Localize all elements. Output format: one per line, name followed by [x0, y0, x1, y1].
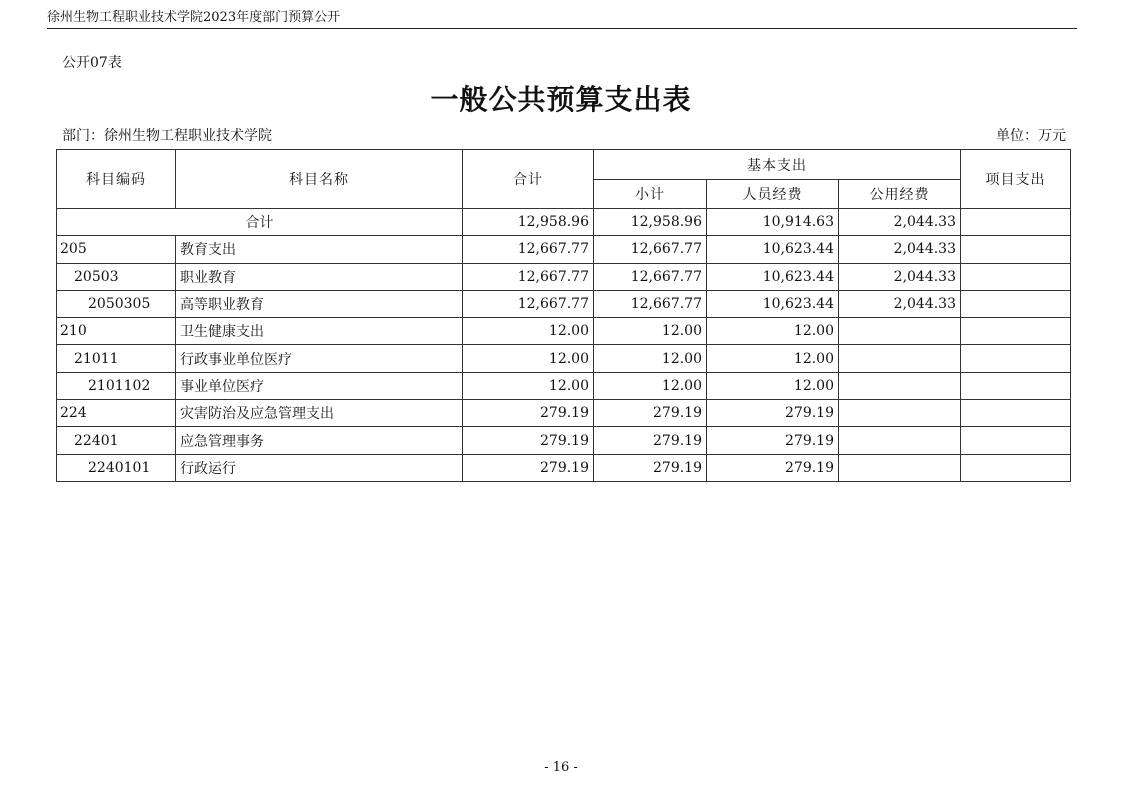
personnel-cell: 10,623.44 [707, 263, 839, 290]
table-row [57, 454, 1071, 481]
personnel-cell: 279.19 [707, 427, 839, 454]
header-personnel: 人员经费 [707, 180, 839, 209]
total-label: 合计 [57, 209, 463, 236]
table-row [57, 236, 1071, 263]
project-cell [961, 290, 1071, 317]
personnel-cell: 12.00 [707, 345, 839, 372]
personnel-cell: 10,623.44 [707, 236, 839, 263]
code-cell: 2101102 [57, 372, 176, 399]
subtotal-cell: 12,667.77 [594, 236, 707, 263]
code-cell: 224 [57, 400, 176, 427]
total-cell: 12,958.96 [463, 209, 594, 236]
header-name: 科目名称 [176, 150, 463, 209]
header-subtotal: 小计 [594, 180, 707, 209]
total-cell: 279.19 [463, 454, 594, 481]
subtotal-cell: 12.00 [594, 345, 707, 372]
header-project: 项目支出 [961, 150, 1071, 209]
code-cell: 2240101 [57, 454, 176, 481]
public-cell [839, 400, 961, 427]
header-total: 合计 [463, 150, 594, 209]
total-cell: 12.00 [463, 372, 594, 399]
code-cell: 205 [57, 236, 176, 263]
running-header: 徐州生物工程职业技术学院2023年度部门预算公开 [47, 10, 341, 25]
table-number: 公开07表 [62, 55, 122, 71]
budget-table [56, 149, 1071, 482]
name-cell: 事业单位医疗 [176, 372, 463, 399]
public-cell: 2,044.33 [839, 209, 961, 236]
code-cell: 20503 [57, 263, 176, 290]
total-cell: 12,667.77 [463, 236, 594, 263]
project-cell [961, 209, 1071, 236]
project-cell [961, 318, 1071, 345]
personnel-cell: 279.19 [707, 400, 839, 427]
subtotal-cell: 279.19 [594, 400, 707, 427]
subtotal-cell: 279.19 [594, 427, 707, 454]
total-cell: 279.19 [463, 427, 594, 454]
name-cell: 行政运行 [176, 454, 463, 481]
table-row [57, 318, 1071, 345]
total-cell: 279.19 [463, 400, 594, 427]
project-cell [961, 400, 1071, 427]
table-row [57, 345, 1071, 372]
name-cell: 行政事业单位医疗 [176, 345, 463, 372]
project-cell [961, 454, 1071, 481]
code-cell: 210 [57, 318, 176, 345]
project-cell [961, 372, 1071, 399]
table-row [57, 372, 1071, 399]
header-code: 科目编码 [57, 150, 176, 209]
public-cell [839, 345, 961, 372]
header-divider [47, 28, 1077, 29]
personnel-cell: 12.00 [707, 318, 839, 345]
code-cell: 21011 [57, 345, 176, 372]
name-cell: 教育支出 [176, 236, 463, 263]
header-basic: 基本支出 [594, 150, 961, 180]
table-row [57, 263, 1071, 290]
public-cell [839, 454, 961, 481]
table-row [57, 290, 1071, 317]
subtotal-cell: 12.00 [594, 318, 707, 345]
public-cell: 2,044.33 [839, 263, 961, 290]
subtotal-cell: 12,667.77 [594, 263, 707, 290]
personnel-cell: 279.19 [707, 454, 839, 481]
public-cell: 2,044.33 [839, 236, 961, 263]
personnel-cell: 10,914.63 [707, 209, 839, 236]
personnel-cell: 10,623.44 [707, 290, 839, 317]
total-cell: 12,667.77 [463, 290, 594, 317]
project-cell [961, 427, 1071, 454]
name-cell: 灾害防治及应急管理支出 [176, 400, 463, 427]
page-title: 一般公共预算支出表 [430, 83, 692, 116]
total-cell: 12.00 [463, 318, 594, 345]
personnel-cell: 12.00 [707, 372, 839, 399]
table-row [57, 427, 1071, 454]
code-cell: 22401 [57, 427, 176, 454]
table-row [57, 400, 1071, 427]
public-cell [839, 318, 961, 345]
project-cell [961, 236, 1071, 263]
public-cell: 2,044.33 [839, 290, 961, 317]
department-label: 部门：徐州生物工程职业技术学院 [62, 128, 272, 144]
name-cell: 高等职业教育 [176, 290, 463, 317]
code-cell: 2050305 [57, 290, 176, 317]
page-number: - 16 - [544, 760, 578, 775]
header-public: 公用经费 [839, 180, 961, 209]
name-cell: 卫生健康支出 [176, 318, 463, 345]
project-cell [961, 263, 1071, 290]
subtotal-cell: 12.00 [594, 372, 707, 399]
project-cell [961, 345, 1071, 372]
public-cell [839, 427, 961, 454]
subtotal-cell: 12,958.96 [594, 209, 707, 236]
subtotal-cell: 279.19 [594, 454, 707, 481]
total-row [57, 209, 1071, 236]
subtotal-cell: 12,667.77 [594, 290, 707, 317]
total-cell: 12.00 [463, 345, 594, 372]
name-cell: 应急管理事务 [176, 427, 463, 454]
total-cell: 12,667.77 [463, 263, 594, 290]
unit-label: 单位：万元 [996, 128, 1066, 144]
name-cell: 职业教育 [176, 263, 463, 290]
public-cell [839, 372, 961, 399]
